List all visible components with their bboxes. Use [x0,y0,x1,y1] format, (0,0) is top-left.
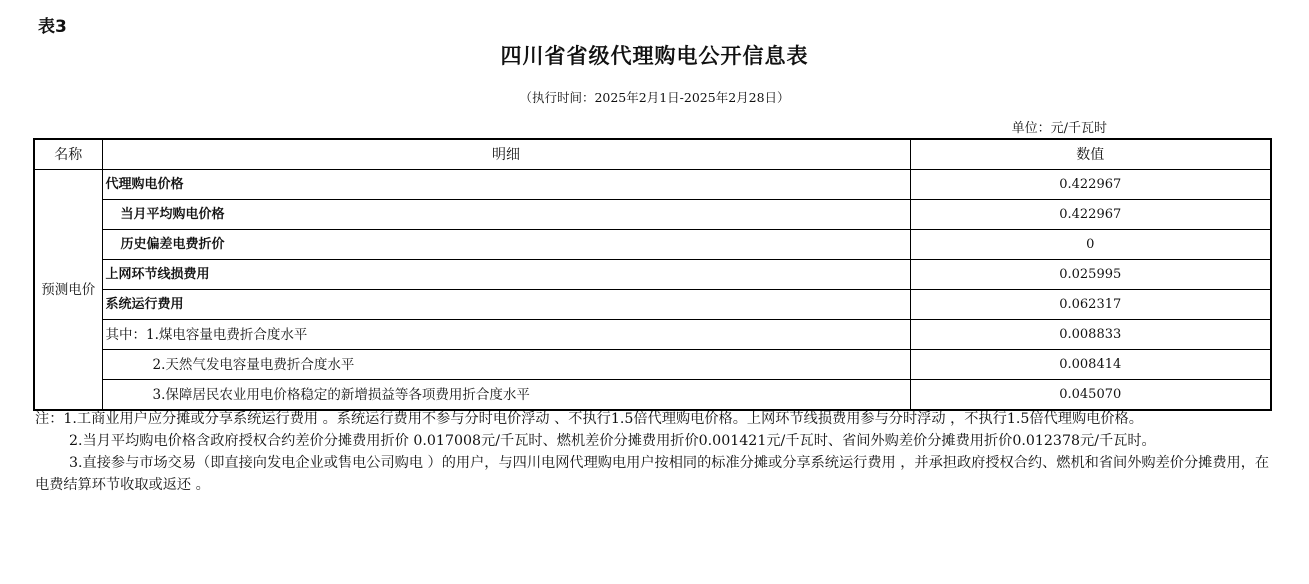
table-row [34,320,1271,350]
note-item: 注：1.工商业用户应分摊或分享系统运行费用 。系统运行费用不参与分时电价浮动 、不执行1.5倍代理购电价格。上网环节线损费用参与分时浮动 ，不执行1.5倍代理购电价格。 [35,411,1143,427]
row-detail: 2.天然气发电容量电费折合度水平 [102,350,910,380]
row-value: 0.045070 [910,380,1271,411]
row-value: 0.062317 [910,290,1271,320]
header-row [34,139,1271,170]
row-detail: 上网环节线损费用 [102,260,910,290]
header-detail: 明细 [102,139,910,170]
row-value: 0.008833 [910,320,1271,350]
row-detail: 历史偏差电费折价 [102,230,910,260]
table-row [34,380,1271,411]
table-row [34,230,1271,260]
row-value: 0.025995 [910,260,1271,290]
unit-label: 单位：元/千瓦时 [1011,121,1107,136]
row-detail: 其中：1.煤电容量电费折合度水平 [102,320,910,350]
header-value: 数值 [910,139,1271,170]
row-value: 0.008414 [910,350,1271,380]
row-value: 0.422967 [910,200,1271,230]
table-row [34,260,1271,290]
table-row [34,200,1271,230]
header-name: 名称 [34,139,102,170]
notes-section [35,408,1275,496]
execution-period: （执行时间：2025年2月1日-2025年2月28日） [519,90,790,105]
price-table [33,138,1272,411]
table-row [34,290,1271,320]
row-detail: 3.保障居民农业用电价格稳定的新增损益等各项费用折合度水平 [102,380,910,411]
page-title: 四川省省级代理购电公开信息表 [500,44,809,68]
row-detail: 代理购电价格 [102,170,910,200]
table-label: 表3 [38,17,67,37]
row-detail: 系统运行费用 [102,290,910,320]
row-value: 0 [910,230,1271,260]
note-item: 3.直接参与市场交易（即直接向发电企业或售电公司购电 ）的用户，与四川电网代理购电用户按相同的标准分摊或分享系统运行费用 ，并承担政府授权合约、燃机和省间外购差价分摊费用，在电费结算环节收取或返还 。 [35,455,1270,493]
group-name-cell: 预测电价 [34,170,102,411]
table-row [34,170,1271,200]
table-row [34,350,1271,380]
row-value: 0.422967 [910,170,1271,200]
row-detail: 当月平均购电价格 [102,200,910,230]
note-item: 2.当月平均购电价格含政府授权合约差价分摊费用折价 0.017008元/千瓦时、燃机差价分摊费用折价0.001421元/千瓦时、省间外购差价分摊费用折价0.012378元/千瓦时。 [69,433,1156,449]
